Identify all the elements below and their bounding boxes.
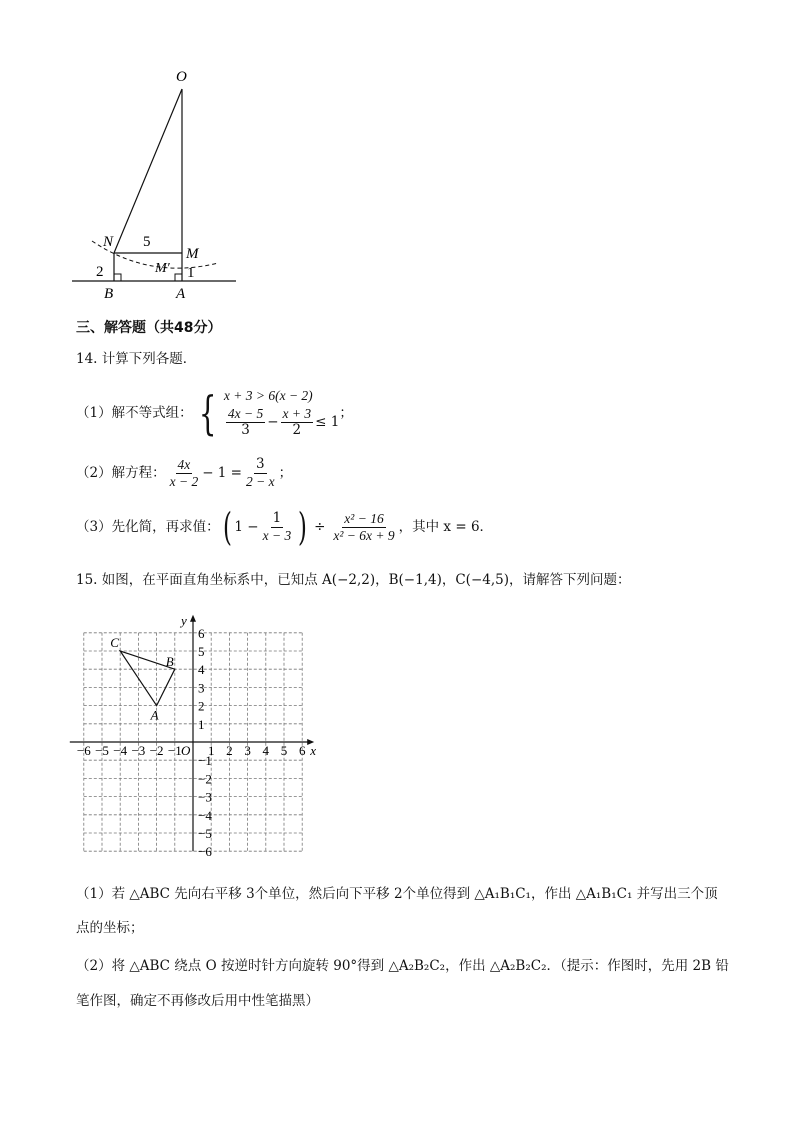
- fraction: [244, 457, 277, 489]
- x-tick-label: −4: [113, 743, 128, 758]
- y-tick-label: −6: [198, 844, 212, 860]
- y-tick-label: −1: [198, 753, 212, 769]
- q14-p2-label: （2）解方程：: [76, 464, 166, 481]
- q14-stem: 14. 计算下列各题．: [76, 351, 197, 367]
- q14-p2-end: ；: [278, 464, 293, 481]
- x-tick-label: 3: [244, 743, 251, 758]
- label-O: O: [176, 69, 187, 85]
- q14-part3: [76, 505, 494, 549]
- label-M: M: [186, 246, 199, 262]
- numerator: 3: [256, 456, 265, 472]
- x-tick-label: 6: [298, 743, 306, 758]
- x-tick-label: −6: [76, 743, 91, 758]
- label-two: 2: [96, 264, 104, 280]
- origin-label: O: [181, 743, 191, 758]
- y-axis-arrow: [190, 615, 196, 622]
- division-sign: ÷: [314, 518, 326, 535]
- y-tick-label: −3: [198, 789, 212, 805]
- denominator: 2 − x: [246, 473, 275, 489]
- x-tick-label: −1: [167, 743, 182, 758]
- numerator: 1: [272, 509, 282, 526]
- x-tick-label: 5: [280, 743, 288, 758]
- y-tick-label: 6: [198, 625, 205, 641]
- y-axis-label: y: [181, 612, 187, 628]
- q14-p3-tail: ，其中 x = 6．: [398, 518, 494, 535]
- coordinate-plane: [66, 604, 336, 866]
- x-tick-label: 1: [207, 743, 215, 758]
- y-tick-label: −2: [198, 771, 212, 787]
- q14-p3-label: （3）先化简，再求值：: [76, 518, 220, 535]
- right-angle-A: [175, 274, 182, 281]
- one-minus: 1 −: [234, 518, 259, 535]
- inequality-2: [224, 406, 339, 438]
- x-tick-label: 2: [226, 743, 233, 758]
- y-tick-label: 3: [198, 680, 205, 696]
- fraction: [168, 457, 201, 489]
- fraction: [226, 406, 265, 438]
- label-M-prime: M′: [155, 261, 170, 276]
- point-label-B: B: [165, 654, 174, 670]
- label-B: B: [104, 286, 114, 302]
- y-tick-label: 1: [198, 716, 205, 732]
- q15-sub2-line2: 笔作图，确定不再修改后用中性笔描黑）: [76, 993, 319, 1009]
- point-label-C: C: [110, 635, 119, 650]
- left-paren: (: [222, 505, 232, 549]
- minus-sign: −: [267, 414, 279, 430]
- fraction: [261, 511, 294, 543]
- q15-sub1-line2: 点的坐标；: [76, 920, 144, 936]
- q14-part1: [76, 381, 353, 445]
- denominator: 3: [241, 421, 250, 438]
- fraction: [331, 511, 396, 543]
- numerator: 4x − 5: [227, 406, 264, 422]
- x-tick-label: −2: [149, 743, 164, 758]
- line-ON: [114, 89, 182, 253]
- q14-p1-label: （1）解不等式组：: [76, 404, 193, 421]
- denominator: x − 2: [169, 473, 199, 489]
- q14-p1-end: ；: [339, 404, 353, 421]
- x-tick-label: −5: [95, 743, 109, 758]
- y-tick-label: 5: [198, 644, 205, 659]
- system-brace: {: [198, 386, 217, 440]
- label-N: N: [103, 234, 114, 250]
- x-axis-label: x: [310, 743, 316, 758]
- y-tick-label: 2: [198, 698, 205, 714]
- q15-stem: 15. 如图，在平面直角坐标系中，已知点 A(−2,2)，B(−1,4)，C(−4,5)，请解答下列问题：: [76, 572, 631, 588]
- x-tick-label: 4: [262, 743, 270, 758]
- y-tick-label: −5: [198, 826, 212, 841]
- q14-part2: [76, 457, 292, 489]
- y-tick-label: 4: [198, 662, 205, 678]
- inequality-rhs: ≤ 1: [315, 414, 340, 430]
- denominator: x − 3: [262, 527, 292, 543]
- inequality-1: x + 3 > 6(x − 2): [223, 387, 313, 403]
- q15-sub1-line1: （1）若 △ABC 先向右平移 3个单位，然后向下平移 2个单位得到 △A₁B₁C₁，作出 △A₁B₁C₁ 并写出三个顶: [76, 886, 718, 902]
- fraction: [281, 406, 314, 438]
- right-paren: ): [298, 505, 308, 549]
- label-A: A: [176, 286, 186, 302]
- y-tick-label: −4: [198, 807, 212, 823]
- equation-middle: − 1 =: [202, 464, 242, 481]
- numerator: x² − 16: [344, 510, 384, 526]
- numerator: 4x: [177, 457, 191, 472]
- section-heading: 三、解答题（共48分）: [76, 320, 222, 336]
- x-tick-label: −3: [131, 743, 146, 758]
- label-one: 1: [187, 265, 195, 281]
- right-angle-B: [114, 274, 121, 281]
- numerator: x + 3: [282, 406, 312, 422]
- denominator: x² − 6x + 9: [333, 527, 395, 543]
- label-five: 5: [143, 234, 151, 250]
- geometry-figure: [60, 60, 250, 305]
- point-label-A: A: [150, 707, 159, 723]
- denominator: 2: [292, 421, 302, 438]
- q15-sub2-line1: （2）将 △ABC 绕点 O 按逆时针方向旋转 90°得到 △A₂B₂C₂，作出 △A₂B₂C₂．（提示：作图时，先用 2B 铅: [76, 958, 729, 974]
